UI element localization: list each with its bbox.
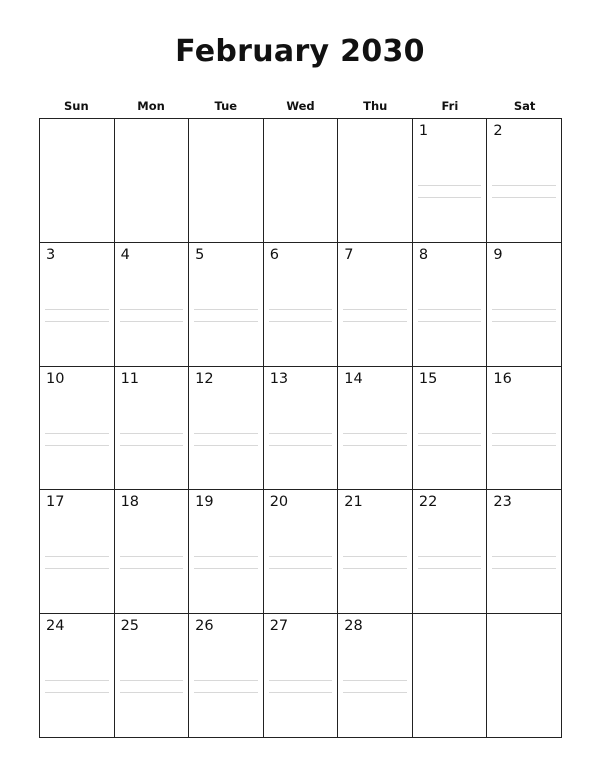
day-number: 22 xyxy=(418,494,438,511)
day-cell xyxy=(115,614,190,738)
day-cell xyxy=(189,490,264,614)
note-line xyxy=(492,568,556,569)
day-cell xyxy=(487,243,562,367)
note-line xyxy=(492,185,556,186)
note-line xyxy=(45,433,109,434)
day-number: 14 xyxy=(344,370,363,387)
note-line xyxy=(45,309,109,310)
note-line xyxy=(418,568,482,569)
note-line xyxy=(194,692,258,693)
note-line xyxy=(418,185,482,186)
day-cell xyxy=(413,243,488,367)
day-number: 25 xyxy=(120,618,140,635)
day-cell xyxy=(413,367,488,491)
weekday-fri: Fri xyxy=(441,99,459,113)
note-line xyxy=(418,321,482,322)
day-cell xyxy=(40,367,115,491)
note-line xyxy=(418,433,482,434)
weekday-header xyxy=(39,99,562,115)
day-cell xyxy=(40,614,115,738)
day-cell xyxy=(189,367,264,491)
weekday-sun: Sun xyxy=(64,99,89,113)
note-line xyxy=(343,321,407,322)
note-line xyxy=(120,445,184,446)
note-line xyxy=(269,556,333,557)
note-line xyxy=(492,556,556,557)
empty-day-cell xyxy=(338,119,413,243)
day-cell xyxy=(115,243,190,367)
note-line xyxy=(418,197,482,198)
day-number: 1 xyxy=(418,123,429,139)
empty-day-cell xyxy=(264,119,339,243)
day-number: 11 xyxy=(120,370,140,387)
note-line xyxy=(194,556,258,557)
weekday-sat: Sat xyxy=(513,99,536,113)
weekday-wed: Wed xyxy=(286,99,315,113)
note-line xyxy=(194,321,258,322)
day-cell xyxy=(264,490,339,614)
day-cell xyxy=(338,243,413,367)
empty-day-cell xyxy=(115,119,190,243)
day-cell xyxy=(338,367,413,491)
day-number: 16 xyxy=(493,370,512,387)
day-cell xyxy=(338,490,413,614)
day-number: 12 xyxy=(195,370,214,387)
day-number: 28 xyxy=(344,618,363,635)
day-cell xyxy=(115,490,190,614)
day-cell xyxy=(264,243,339,367)
day-cell xyxy=(264,614,339,738)
note-line xyxy=(343,556,407,557)
note-line xyxy=(269,680,333,681)
note-line xyxy=(492,309,556,310)
note-line xyxy=(45,556,109,557)
note-line xyxy=(343,445,407,446)
day-number: 21 xyxy=(344,494,363,511)
note-line xyxy=(120,556,184,557)
day-number: 13 xyxy=(269,370,289,387)
day-number: 26 xyxy=(195,618,214,635)
weekday-mon: Mon xyxy=(137,99,165,113)
note-line xyxy=(120,433,184,434)
day-number: 3 xyxy=(46,246,56,263)
weekday-thu: Thu xyxy=(363,99,388,113)
day-number: 24 xyxy=(46,618,65,635)
day-number: 9 xyxy=(493,246,503,263)
page-title: February 2030 xyxy=(175,34,425,69)
day-cell xyxy=(413,490,488,614)
day-number: 4 xyxy=(120,246,130,263)
note-line xyxy=(269,568,333,569)
note-line xyxy=(45,321,109,322)
day-cell xyxy=(338,614,413,738)
day-cell xyxy=(40,243,115,367)
note-line xyxy=(45,680,109,681)
day-number: 17 xyxy=(46,494,65,511)
day-cell xyxy=(40,490,115,614)
note-line xyxy=(194,433,258,434)
note-line xyxy=(120,680,184,681)
note-line xyxy=(418,309,482,310)
note-line xyxy=(120,568,184,569)
weekday-tue: Tue xyxy=(214,99,238,113)
day-number: 2 xyxy=(493,123,503,139)
note-line xyxy=(194,680,258,681)
note-line xyxy=(194,568,258,569)
day-cell xyxy=(413,119,488,243)
note-line xyxy=(343,433,407,434)
note-line xyxy=(343,568,407,569)
note-line xyxy=(269,445,333,446)
note-line xyxy=(120,321,184,322)
day-cell xyxy=(189,243,264,367)
calendar-grid xyxy=(39,118,562,738)
day-number: 6 xyxy=(269,246,279,263)
day-cell xyxy=(487,367,562,491)
empty-day-cell xyxy=(189,119,264,243)
note-line xyxy=(269,433,333,434)
note-line xyxy=(492,321,556,322)
day-number: 18 xyxy=(120,494,140,511)
note-line xyxy=(269,692,333,693)
note-line xyxy=(45,692,109,693)
note-line xyxy=(343,309,407,310)
note-line xyxy=(45,568,109,569)
note-line xyxy=(343,680,407,681)
empty-day-cell xyxy=(487,614,562,738)
note-line xyxy=(194,445,258,446)
day-cell xyxy=(189,614,264,738)
note-line xyxy=(120,309,184,310)
note-line xyxy=(492,445,556,446)
day-cell xyxy=(487,119,562,243)
note-line xyxy=(418,556,482,557)
note-line xyxy=(492,433,556,434)
day-number: 27 xyxy=(269,618,289,635)
day-cell xyxy=(264,367,339,491)
day-cell xyxy=(487,490,562,614)
empty-day-cell xyxy=(413,614,488,738)
day-number: 8 xyxy=(418,246,429,263)
note-line xyxy=(343,692,407,693)
day-number: 5 xyxy=(195,246,205,263)
note-line xyxy=(194,309,258,310)
day-number: 20 xyxy=(269,494,289,511)
note-line xyxy=(120,692,184,693)
note-line xyxy=(45,445,109,446)
note-line xyxy=(492,197,556,198)
day-number: 7 xyxy=(344,246,354,263)
day-number: 19 xyxy=(195,494,214,511)
note-line xyxy=(418,445,482,446)
note-line xyxy=(269,321,333,322)
day-number: 23 xyxy=(493,494,512,511)
empty-day-cell xyxy=(40,119,115,243)
day-number: 15 xyxy=(418,370,438,387)
note-line xyxy=(269,309,333,310)
day-cell xyxy=(115,367,190,491)
day-number: 10 xyxy=(46,370,65,387)
